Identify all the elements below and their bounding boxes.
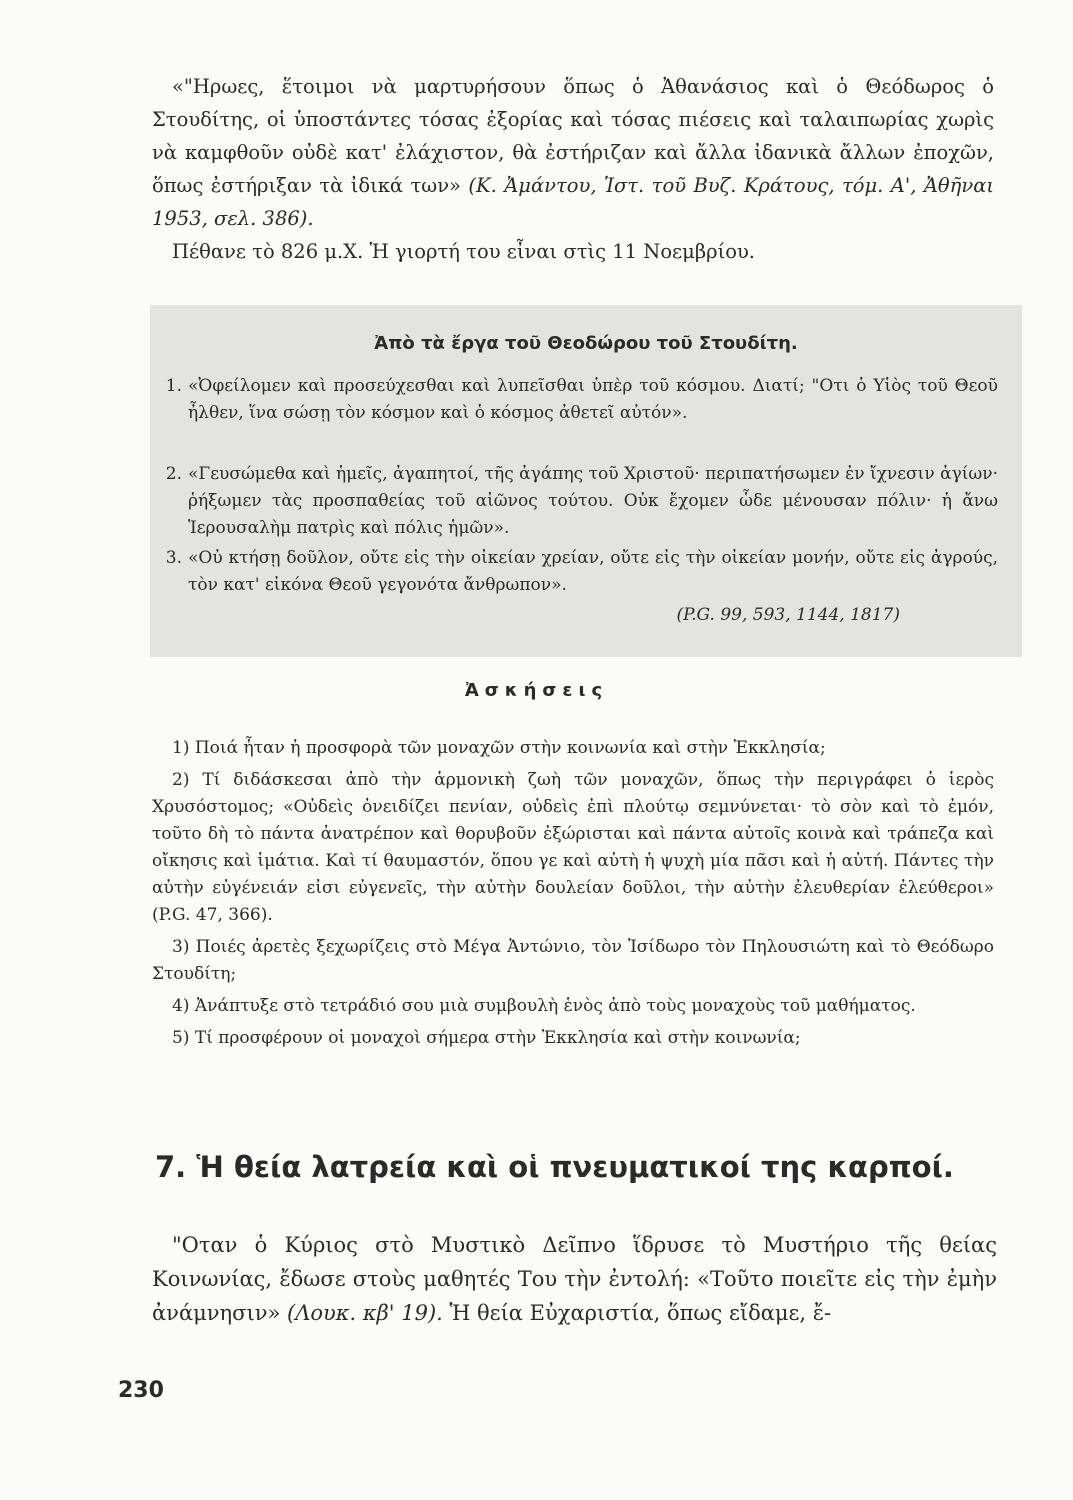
works-quote bbox=[165, 373, 998, 427]
exercise-item: 3) Ποιές ἀρετὲς ξεχωρίζεις στὸ Μέγα Ἀντώνιο, τὸν Ἰσίδωρο τὸν Πηλουσιώτη καὶ τὸ Θεόδωρο Στουδίτη; bbox=[152, 937, 994, 984]
works-reference: (P.G. 99, 593, 1144, 1817) bbox=[676, 605, 900, 625]
intro-paragraph bbox=[152, 70, 994, 235]
intro-citation: (Κ. Ἀμάντου, Ἱστ. τοῦ Βυζ. Κράτους, τόμ. Α', Ἀθῆναι 1953, σελ. 386). bbox=[152, 174, 995, 230]
works-box-title: Ἀπὸ τὰ ἔργα τοῦ Θεοδώρου τοῦ Στουδίτη. bbox=[374, 333, 798, 354]
quote-text: «Οὐ κτήσῃ δοῦλον, οὔτε εἰς τὴν οἰκείαν χρείαν, οὔτε εἰς τὴν οἰκείαν μονήν, οὔτε εἰς ἀγρούς, τὸν κατ' εἰκόνα Θεοῦ γεγονότα ἄνθρωπον». bbox=[188, 548, 998, 595]
quote-number: 1. bbox=[165, 376, 182, 396]
section-title: 7. Ἡ θεία λατρεία καὶ οἱ πνευματικοί της καρποί. bbox=[155, 1150, 954, 1184]
exercises-title: Ἀσκήσεις bbox=[464, 680, 609, 701]
intro-quote: «"Ηρωες, ἕτοιμοι νὰ μαρτυρήσουν ὅπως ὁ Ἀθανάσιος καὶ ὁ Θεόδωρος ὁ Στουδίτης, οἱ ὑποστάντες τόσας ἐξορίας καὶ τόσας πιέσεις καὶ ταλαιπωρίας χωρὶς νὰ καμφθοῦν οὐδὲ κατ' ἐλάχιστον, θὰ ἐστήριζαν καὶ ἄλλα ἰδανικὰ ἄλλων ἐποχῶν, ὅπως ἐστήριξαν τὰ ἰδικά των» bbox=[152, 75, 994, 197]
death-line: Πέθανε τὸ 826 μ.Χ. Ἡ γιορτή του εἶναι στὶς 11 Νοεμβρίου. bbox=[172, 240, 756, 263]
page-number: 230 bbox=[118, 1378, 164, 1403]
quote-number: 2. bbox=[165, 464, 182, 484]
quote-number: 3. bbox=[165, 548, 182, 568]
exercise-item: 4) Ἀνάπτυξε στὸ τετράδιό σου μιὰ συμβουλὴ ἑνὸς ἀπὸ τοὺς μοναχοὺς τοῦ μαθήματος. bbox=[172, 996, 916, 1016]
exercises-list bbox=[152, 735, 994, 1057]
section-body-end: Ἡ θεία Εὐχαριστία, ὅπως εἴδαμε, ἔ- bbox=[449, 1301, 832, 1325]
works-quote bbox=[165, 461, 998, 542]
section-body-start: "Οταν ὁ Κύριος στὸ Μυστικὸ Δεῖπνο ἵδρυσε τὸ Μυστήριο τῆς θείας Κοινωνίας, ἔδωσε στοὺς μαθητές Του τὴν ἐντολή: «Τοῦτο ποιεῖτε εἰς τὴν ἐμὴν ἀνάμνησιν» bbox=[152, 1233, 997, 1325]
intro-section bbox=[152, 70, 994, 268]
works-box bbox=[150, 305, 1022, 657]
works-quote bbox=[165, 545, 998, 599]
exercise-item: 2) Τί διδάσκεσαι ἀπὸ τὴν ἁρμονικὴ ζωὴ τῶν μοναχῶν, ὅπως τὴν περιγράφει ὁ ἱερὸς Χρυσόστομος; «Οὐδεὶς ὀνειδίζει πενίαν, οὐδεὶς ἐπὶ πλούτῳ σεμνύνεται· τὸ σὸν καὶ τὸ ἐμόν, τοῦτο δὴ τὸ πάντα ἀνατρέπον καὶ θορυβοῦν ἐξώρισται καὶ πάντα αὐτοῖς κοινὰ καὶ τράπεζα καὶ οἴκησις καὶ ἱμάτια. Καὶ τί θαυμαστόν, ὅπου γε καὶ αὐτὴ ἡ ψυχὴ μία πᾶσι καὶ ἡ αὐτή. Πάντες τὴν αὐτὴν εὐγένειάν εἰσι εὐγενεῖς, τὴν αὐτὴν δουλείαν δοῦλοι, τὴν αὐτὴν ἐλευθερίαν ἐλεύθεροι» (P.G. 47, 366). bbox=[152, 770, 994, 925]
section-body bbox=[152, 1228, 997, 1330]
exercise-item: 5) Τί προσφέρουν οἱ μοναχοὶ σήμερα στὴν Ἐκκλησία καὶ στὴν κοινωνία; bbox=[172, 1028, 801, 1048]
quote-text: «Ὀφείλομεν καὶ προσεύχεσθαι καὶ λυπεῖσθαι ὑπὲρ τοῦ κόσμου. Διατί; "Οτι ὁ Υἱὸς τοῦ Θεοῦ ἦλθεν, ἵνα σώσῃ τὸν κόσμον καὶ ὁ κόσμος ἀθετεῖ αὐτόν». bbox=[188, 376, 998, 423]
exercise-item: 1) Ποιά ἦταν ἡ προσφορὰ τῶν μοναχῶν στὴν κοινωνία καὶ στὴν Ἐκκλησία; bbox=[172, 738, 826, 758]
section-body-citation: (Λουκ. κβ' 19). bbox=[287, 1301, 443, 1325]
quote-text: «Γευσώμεθα καὶ ἡμεῖς, ἀγαπητοί, τῆς ἀγάπης τοῦ Χριστοῦ· περιπατήσωμεν ἐν ἴχνεσιν ἁγίων· ῥήξωμεν τὰς προσπαθείας τοῦ αἰῶνος τούτου. Οὐκ ἔχομεν ὧδε μένουσαν πόλιν· ἡ ἄνω Ἱερουσαλὴμ πατρὶς καὶ πόλις ἡμῶν». bbox=[188, 464, 998, 538]
